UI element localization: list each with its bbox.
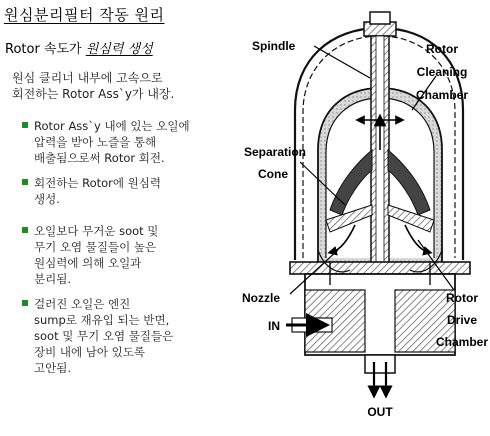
- bullet-line: 분리됨.: [34, 272, 71, 286]
- bullet-line: 원심력에 의해 오일과: [34, 256, 142, 270]
- label-separation-cone-1: Separation: [244, 145, 307, 159]
- bullet-line: 고안됨.: [34, 361, 71, 375]
- bullet-line: 압력을 받아 노즐을 통해: [34, 135, 157, 149]
- label-out: OUT: [367, 405, 393, 419]
- label-spindle: Spindle: [252, 39, 296, 53]
- intro-line: 회전하는 Rotor Ass`y가 내장.: [12, 87, 175, 101]
- bullet-line: 오일보다 무거운 soot 및: [34, 224, 159, 238]
- label-rotor-drive-chamber-2: Drive: [446, 313, 478, 327]
- bullet-line: 회전하는 Rotor에 원심력: [34, 176, 161, 190]
- label-in: IN: [268, 319, 280, 333]
- subtitle-emphasis: 원심력 생성: [85, 42, 153, 57]
- bullet-line: 장비 내에 남아 있도록: [34, 345, 145, 359]
- bullet-line: 생성.: [34, 192, 60, 206]
- label-rotor-drive-chamber-1: Rotor: [446, 291, 478, 305]
- intro-line: 원심 클리너 내부에 고속으로: [12, 71, 163, 85]
- bullet-line: 배출됨으로써 Rotor 회전.: [34, 151, 165, 165]
- bullet-line: 무기 오염 물질들이 높은: [34, 240, 157, 254]
- label-rotor-drive-chamber-3: Chamber: [435, 335, 489, 349]
- bullet-line: soot 및 무기 오염 물질들은: [34, 329, 174, 343]
- bullet-line: sump로 재유입 되는 반면,: [34, 313, 170, 327]
- bullet-line: 걸러진 오일은 엔진: [34, 297, 131, 311]
- page-title: 원심분리필터 작동 원리: [4, 6, 165, 24]
- label-rotor-cleaning-chamber-2: Cleaning: [416, 65, 468, 79]
- label-rotor-cleaning-chamber-1: Rotor: [426, 42, 458, 56]
- subtitle-prefix: Rotor 속도가: [5, 42, 86, 57]
- label-rotor-cleaning-chamber-3: Chamber: [415, 88, 469, 102]
- label-separation-cone-2: Cone: [258, 167, 288, 181]
- bullet-line: Rotor Ass`y 내에 있는 오일에: [34, 119, 190, 133]
- label-nozzle: Nozzle: [242, 291, 281, 305]
